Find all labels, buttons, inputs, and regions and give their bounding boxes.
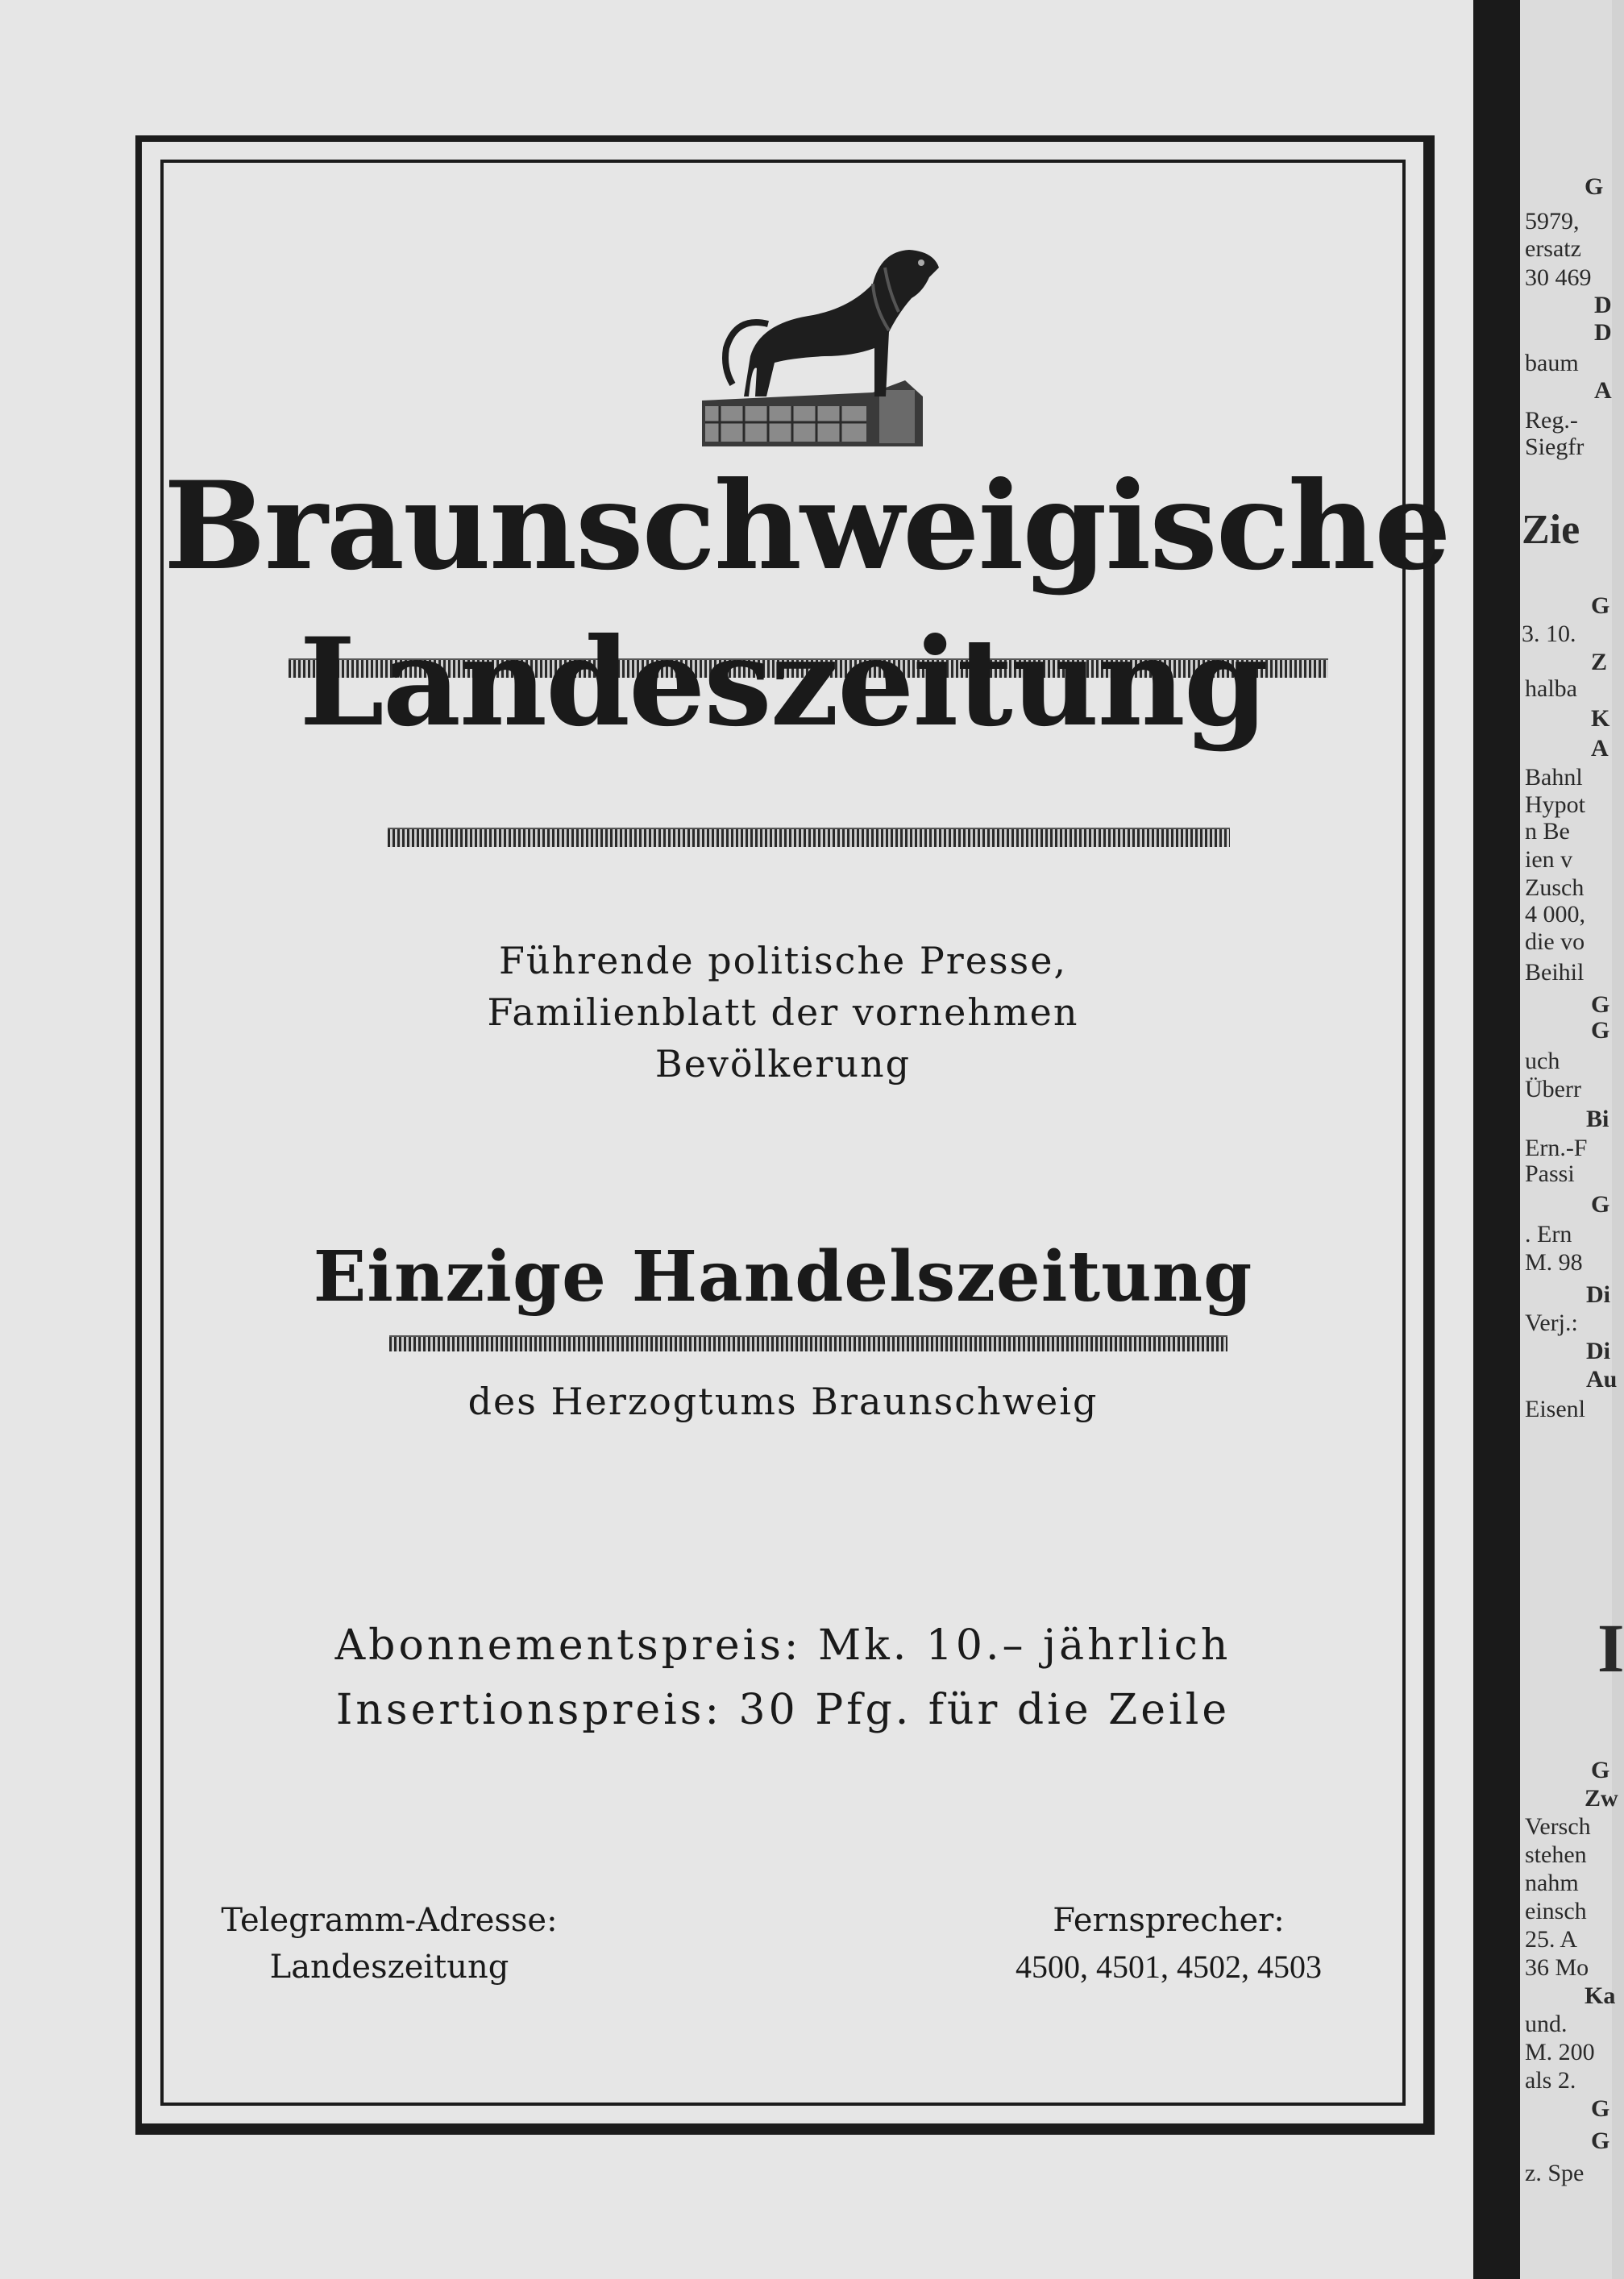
braunschweig-lion-emblem [687, 235, 953, 453]
newspaper-title-line-2: Landeszeitung [299, 612, 1267, 753]
subscription-price: Abonnementspreis: Mk. 10.– jährlich [334, 1621, 1231, 1670]
next-page-text-fragment: Überr [1525, 1076, 1581, 1102]
phone-label: Fernsprecher: [1053, 1902, 1285, 1939]
next-page-text-fragment: 25. A [1525, 1926, 1578, 1953]
next-page-text-fragment: nahm [1525, 1870, 1579, 1896]
next-page-text-fragment: die vo [1525, 928, 1585, 955]
next-page-text-fragment: M. 98 [1525, 1249, 1583, 1276]
next-page-text-fragment: D [1594, 319, 1612, 346]
next-page-text-fragment: D [1594, 292, 1612, 318]
subtitle-line-2: des Herzogtums Braunschweig [467, 1380, 1099, 1423]
next-page-text-fragment: Beihil [1525, 959, 1585, 986]
next-page-text-fragment: A [1594, 377, 1612, 404]
next-page-text-fragment: 36 Mo [1525, 1954, 1589, 1981]
telegram-address [220, 1897, 559, 1990]
next-page-text-fragment: einsch [1525, 1898, 1587, 1924]
tagline [164, 935, 1402, 1090]
next-page-text-fragment: G [1591, 2095, 1610, 2122]
subtitle-underline [389, 1335, 1227, 1351]
phone-numbers [967, 1897, 1370, 1990]
binding-gutter [1473, 0, 1520, 2279]
next-page-text-fragment: Zw [1585, 1785, 1618, 1812]
next-page-text-fragment: 30 469 [1525, 264, 1592, 291]
next-page-text-fragment: uch [1525, 1048, 1560, 1074]
telegram-value: Landeszeitung [269, 1949, 509, 1986]
next-page-text-fragment: z. Spe [1525, 2160, 1585, 2186]
next-page-text-fragment: halba [1525, 675, 1577, 702]
next-page-text-fragment: Di [1586, 1281, 1610, 1308]
price-block [164, 1613, 1402, 1742]
next-page-text-fragment: G [1591, 1191, 1610, 1218]
next-page-text-fragment: Bi [1586, 1106, 1609, 1132]
next-page-text-fragment: A [1591, 735, 1609, 762]
tagline-line-1: Führende politische Presse, [498, 939, 1068, 982]
newspaper-title-line-1: Braunschweigische [164, 455, 1450, 597]
next-page-text-fragment: Reg.- [1525, 407, 1578, 434]
next-page-text-fragment: ersatz [1525, 235, 1581, 262]
next-page-text-fragment: baum [1525, 350, 1579, 376]
insertion-price: Insertionspreis: 30 Pfg. für die Zeile [335, 1686, 1231, 1734]
next-page-text-fragment: Ern.-F [1525, 1135, 1588, 1161]
next-page-text-fragment: G [1591, 991, 1610, 1018]
next-page-text-fragment: Zie [1522, 507, 1580, 553]
advertisement-inner-frame [160, 160, 1450, 2106]
subtitle: Einzige Handelszeitung [313, 1236, 1253, 1318]
advertisement-frame [135, 135, 1450, 2135]
tagline-line-2: Familienblatt der vornehmen [487, 990, 1079, 1034]
next-page-text-fragment: und. [1525, 2011, 1568, 2037]
next-page-text-fragment: Hypot [1525, 791, 1585, 818]
next-page-text-fragment: M. 200 [1525, 2039, 1595, 2065]
next-page-text-fragment: als 2. [1525, 2067, 1576, 2094]
next-page-text-fragment: G [1585, 173, 1604, 200]
next-page-text-fragment: n Be [1525, 818, 1570, 845]
next-page-text-fragment: G [1591, 1017, 1610, 1044]
next-page-text-fragment: Z [1591, 649, 1608, 675]
next-page-text-fragment: Di [1586, 1338, 1610, 1364]
telegram-label: Telegramm-Adresse: [221, 1902, 558, 1939]
next-page-text-fragment: Passi [1525, 1160, 1575, 1187]
next-page-text-fragment: Eisenl [1525, 1396, 1585, 1422]
tagline-line-3: Bevölkerung [654, 1042, 912, 1086]
next-page-text-fragment: G [1591, 2127, 1610, 2154]
next-page-text-fragment: stehen [1525, 1841, 1587, 1868]
next-page-text-fragment: Verj.: [1525, 1310, 1578, 1336]
next-page-text-fragment: Siegfr [1525, 434, 1585, 460]
next-page-text-fragment: Versch [1525, 1813, 1591, 1840]
next-page-text-fragment: 4 000, [1525, 901, 1585, 928]
next-page-text-fragment: K [1591, 705, 1610, 732]
next-page-text-fragment: Bahnl [1525, 764, 1583, 791]
next-page-text-fragment: G [1591, 592, 1610, 619]
next-page-text-fragment: I [1597, 1609, 1624, 1687]
next-page-text-fragment: 3. 10. [1522, 621, 1576, 647]
adjacent-page-fragment [1520, 0, 1624, 2279]
next-page-text-fragment: . Ern [1525, 1221, 1572, 1247]
next-page-text-fragment: 5979, [1525, 208, 1580, 235]
phone-value: 4500, 4501, 4502, 4503 [1016, 1949, 1322, 1985]
next-page-text-fragment: Au [1586, 1366, 1618, 1393]
next-page-text-fragment: G [1591, 1757, 1610, 1783]
title-underline-2 [388, 828, 1230, 847]
next-page-text-fragment: Zusch [1525, 874, 1585, 901]
next-page-text-fragment: Ka [1585, 1982, 1616, 2009]
next-page-text-fragment: ien v [1525, 846, 1573, 873]
